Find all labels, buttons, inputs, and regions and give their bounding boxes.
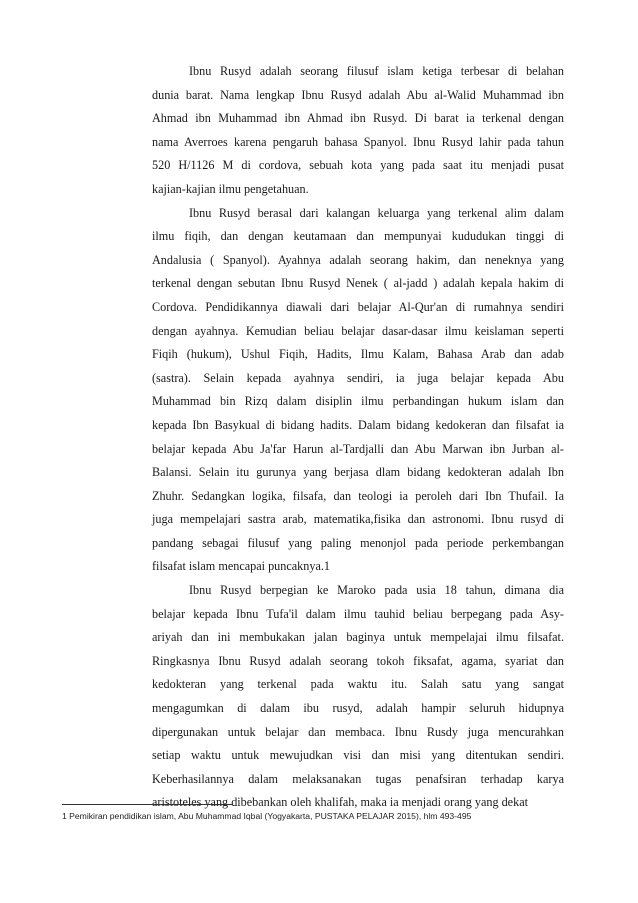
text-line: dipergunakan untuk belajar dan membaca. Ibnu Rusdy juga mencurahkan	[152, 724, 564, 739]
text-line: Ibnu Rusyd berpegian ke Maroko pada usia 18 tahun, dimana dia	[189, 583, 564, 598]
text-line: kedokteran yang terkenal pada waktu itu. Salah satu yang sangat	[152, 677, 564, 692]
text-line: 520 H/1126 M di cordova, sebuah kota yang pada saat itu menjadi pusat	[152, 158, 564, 173]
text-line: Balansi. Selain itu gurunya yang berjasa dlam bidang kedokteran adalah Ibn	[152, 465, 564, 480]
text-line: dengan ayahnya. Kemudian beliau belajar dasar-dasar ilmu keislaman seperti	[152, 323, 564, 338]
text-line: juga mempelajari sastra arab, matematika,fisika dan astronomi. Ibnu rusyd di	[152, 512, 564, 527]
text-line: kajian-kajian ilmu pengetahuan.	[152, 181, 309, 196]
footnote-divider	[62, 804, 232, 805]
text-line: Cordova. Pendidikannya diawali dari belajar Al-Qur'an di rumahnya sendiri	[152, 299, 564, 314]
text-line: pandang sebagai filusuf yang paling menonjol pada periode perkembangan	[152, 535, 564, 550]
paragraph	[152, 579, 564, 815]
text-line: Zhuhr. Sedangkan logika, filsafa, dan teologi ia peroleh dari Ibn Thufail. Ia	[152, 488, 564, 503]
text-line: ilmu fiqih, dan dengan keutamaan dan mempunyai kududukan tinggi di	[152, 229, 564, 244]
paragraph	[152, 202, 564, 580]
text-line: Ibnu Rusyd berasal dari kalangan keluarga yang terkenal alim dalam	[189, 205, 564, 220]
paragraph	[152, 60, 564, 202]
text-line: dunia barat. Nama lengkap Ibnu Rusyd adalah Abu al-Walid Muhammad ibn	[152, 87, 564, 102]
text-line: filsafat islam mencapai puncaknya.1	[152, 559, 331, 574]
text-line: Muhammad bin Rizq dalam disiplin ilmu perbandingan hukum islam dan	[152, 394, 564, 409]
text-line: Ringkasnya Ibnu Rusyd adalah seorang tokoh fiksafat, agama, syariat dan	[152, 653, 564, 668]
text-line: belajar kepada Ibnu Tufa'il dalam ilmu tauhid beliau berpegang pada Asy-	[152, 606, 564, 621]
text-line: Andalusia ( Spanyol). Ayahnya adalah seorang hakim, dan neneknya yang	[152, 252, 564, 267]
text-line: terkenal dengan sebutan Ibnu Rusyd Nenek ( al-jadd ) adalah kepala hakim di	[152, 276, 564, 291]
text-line: mengagumkan di dalam ibu rusyd, adalah hampir seluruh hidupnya	[152, 701, 564, 716]
text-line: ariyah dan ini membukakan jalan baginya untuk mempelajai ilmu filsafat.	[152, 630, 564, 645]
text-line: Ahmad ibn Muhammad ibn Ahmad ibn Rusyd. Di barat ia terkenal dengan	[152, 111, 564, 126]
text-line: setiap waktu untuk mewujudkan visi dan misi yang ditentukan sendiri.	[152, 748, 564, 763]
text-line: Keberhasilannya dalam melaksanakan tugas penafsiran terhadap karya	[152, 771, 564, 786]
text-line: nama Averroes karena pengaruh bahasa Spanyol. Ibnu Rusyd lahir pada tahun	[152, 134, 564, 149]
text-line: (sastra). Selain kepada ayahnya sendiri, ia juga belajar kepada Abu	[152, 370, 564, 385]
text-line: Fiqih (hukum), Ushul Fiqih, Hadits, Ilmu Kalam, Bahasa Arab dan adab	[152, 347, 564, 362]
text-line: kepada Ibn Basykual di bidang hadits. Dalam bidang kedokeran dan filsafat ia	[152, 417, 564, 432]
body-text	[152, 60, 564, 815]
text-line: Ibnu Rusyd adalah seorang filusuf islam ketiga terbesar di belahan	[189, 64, 564, 78]
text-line: aristoteles yang dibebankan oleh khalifah, maka ia menjadi orang yang dekat	[152, 795, 528, 810]
footnote: 1 Pemikiran pendidikan islam, Abu Muhammad Iqbal (Yogyakarta, PUSTAKA PELAJAR 2015), hlm 493-495	[62, 811, 472, 821]
text-line: belajar kepada Abu Ja'far Harun al-Tardjalli dan Abu Marwan ibn Jurban al-	[152, 441, 564, 456]
